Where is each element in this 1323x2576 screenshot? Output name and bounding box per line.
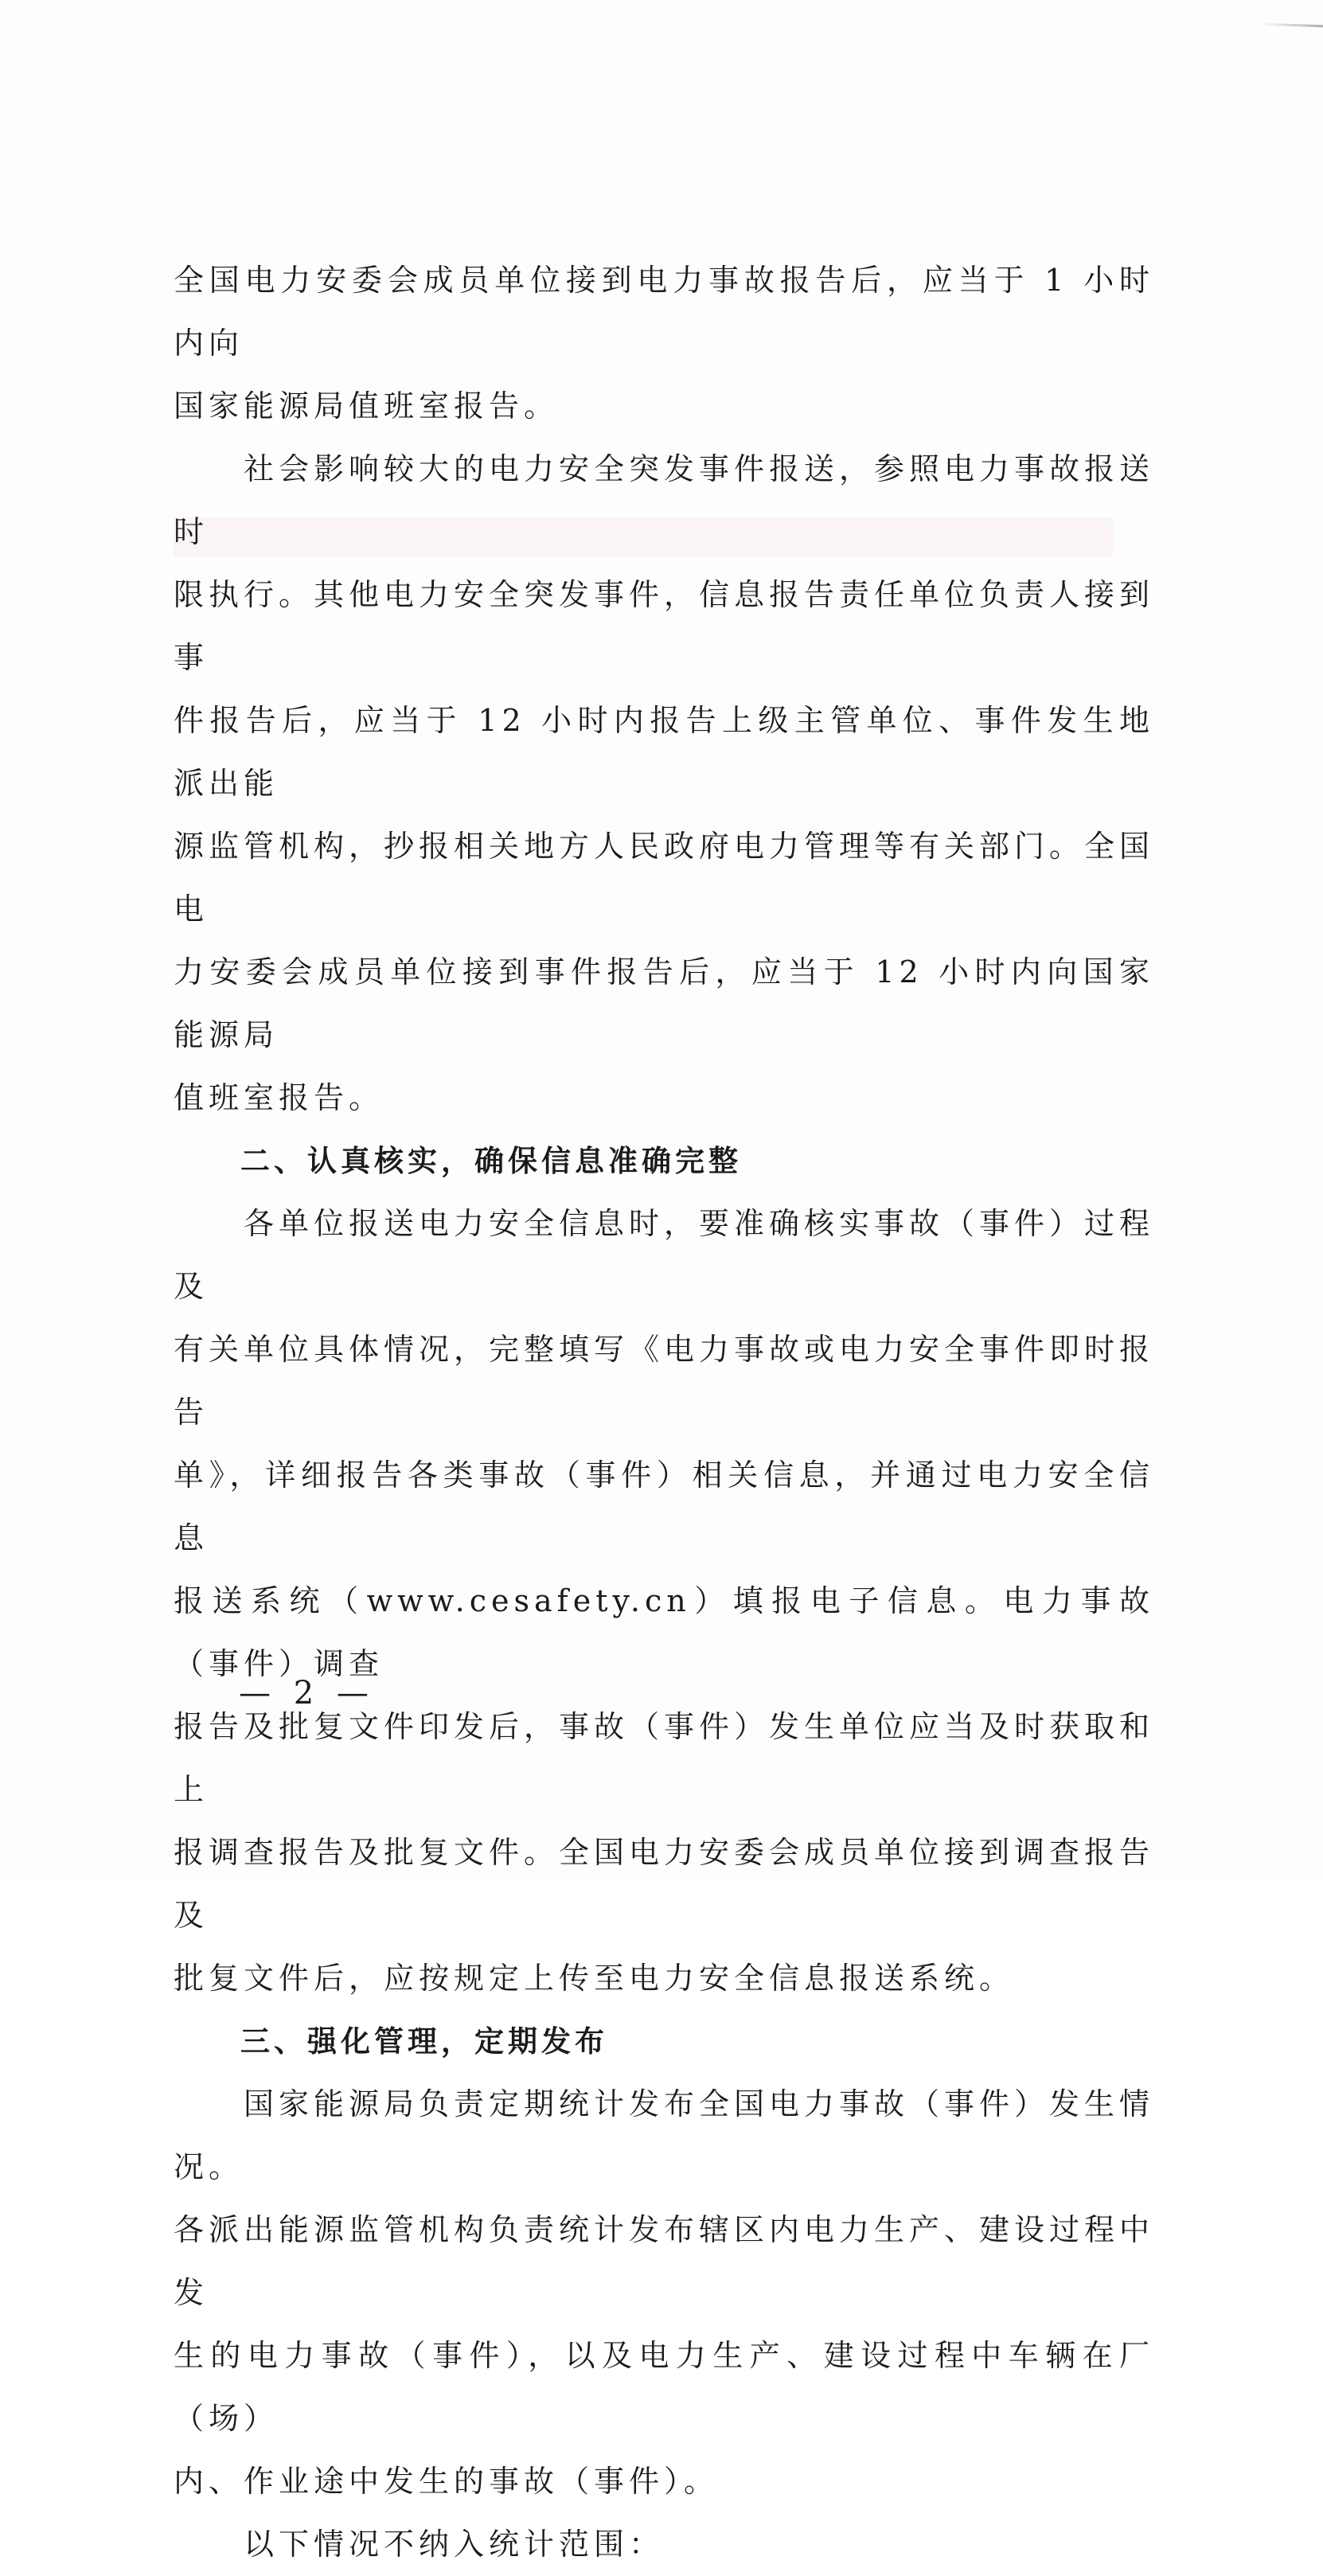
page-number: — 2 — bbox=[239, 1675, 375, 1711]
paragraph-3-line-5: 报告及批复文件印发后，事故（事件）发生单位应当及时获取和上 bbox=[174, 1709, 1155, 1807]
paragraph-1-line-1: 全国电力安委会成员单位接到电力事故报告后，应当于 1 小时内向 bbox=[174, 263, 1154, 361]
paragraph-3-line-1: 各单位报送电力安全信息时，要准确核实事故（事件）过程及 bbox=[174, 1206, 1155, 1304]
paragraph-4-line-4: 内、作业途中发生的事故（事件）。 bbox=[174, 2464, 720, 2499]
paragraph-4-line-1: 国家能源局负责定期统计发布全国电力事故（事件）发生情况。 bbox=[174, 2086, 1155, 2184]
paragraph-4-line-2: 各派出能源监管机构负责统计发布辖区内电力生产、建设过程中发 bbox=[174, 2212, 1155, 2310]
paragraph-4-line-3: 生的电力事故（事件），以及电力生产、建设过程中车辆在厂（场） bbox=[174, 2338, 1154, 2436]
paragraph-3 bbox=[174, 1192, 1154, 2010]
scan-mark bbox=[1259, 23, 1323, 28]
paragraph-4 bbox=[174, 2073, 1154, 2513]
paragraph-2-line-6: 值班室报告。 bbox=[174, 1080, 384, 1115]
paragraph-2-line-2: 限执行。其他电力安全突发事件，信息报告责任单位负责人接到事 bbox=[174, 577, 1155, 675]
document-body bbox=[174, 249, 1154, 2576]
paragraph-5-line-1: 以下情况不纳入统计范围： bbox=[174, 2527, 665, 2562]
paragraph-2 bbox=[174, 438, 1154, 1130]
paragraph-2-line-5: 力安委会成员单位接到事件报告后，应当于 12 小时内向国家能源局 bbox=[174, 954, 1154, 1052]
paragraph-1 bbox=[174, 249, 1154, 438]
paragraph-2-line-3: 件报告后，应当于 12 小时内报告上级主管单位、事件发生地派出能 bbox=[174, 703, 1154, 801]
paragraph-3-line-2: 有关单位具体情况，完整填写《电力事故或电力安全事件即时报告 bbox=[174, 1332, 1155, 1430]
section-heading-3 bbox=[174, 2010, 1154, 2073]
paragraph-1-line-2: 国家能源局值班室报告。 bbox=[174, 388, 560, 423]
paragraph-3-line-6: 报调查报告及批复文件。全国电力安委会成员单位接到调查报告及 bbox=[174, 1835, 1155, 1933]
paragraph-3-line-7: 批复文件后，应按规定上传至电力安全信息报送系统。 bbox=[174, 1961, 1015, 1996]
paragraph-2-line-1: 社会影响较大的电力安全突发事件报送，参照电力事故报送时 bbox=[174, 451, 1155, 549]
paragraph-2-line-4: 源监管机构，抄报相关地方人民政府电力管理等有关部门。全国电 bbox=[174, 829, 1155, 927]
paragraph-3-line-4: 报送系统（www.cesafety.cn）填报电子信息。电力事故（事件）调查 bbox=[174, 1583, 1154, 1681]
section-heading-3-text: 三、强化管理，定期发布 bbox=[174, 2024, 608, 2059]
section-heading-2 bbox=[174, 1130, 1154, 1192]
paragraph-5 bbox=[174, 2513, 1154, 2576]
section-heading-2-text: 二、认真核实，确保信息准确完整 bbox=[174, 1144, 742, 1178]
paragraph-3-line-3: 单》，详细报告各类事故（事件）相关信息，并通过电力安全信息 bbox=[174, 1458, 1154, 1555]
